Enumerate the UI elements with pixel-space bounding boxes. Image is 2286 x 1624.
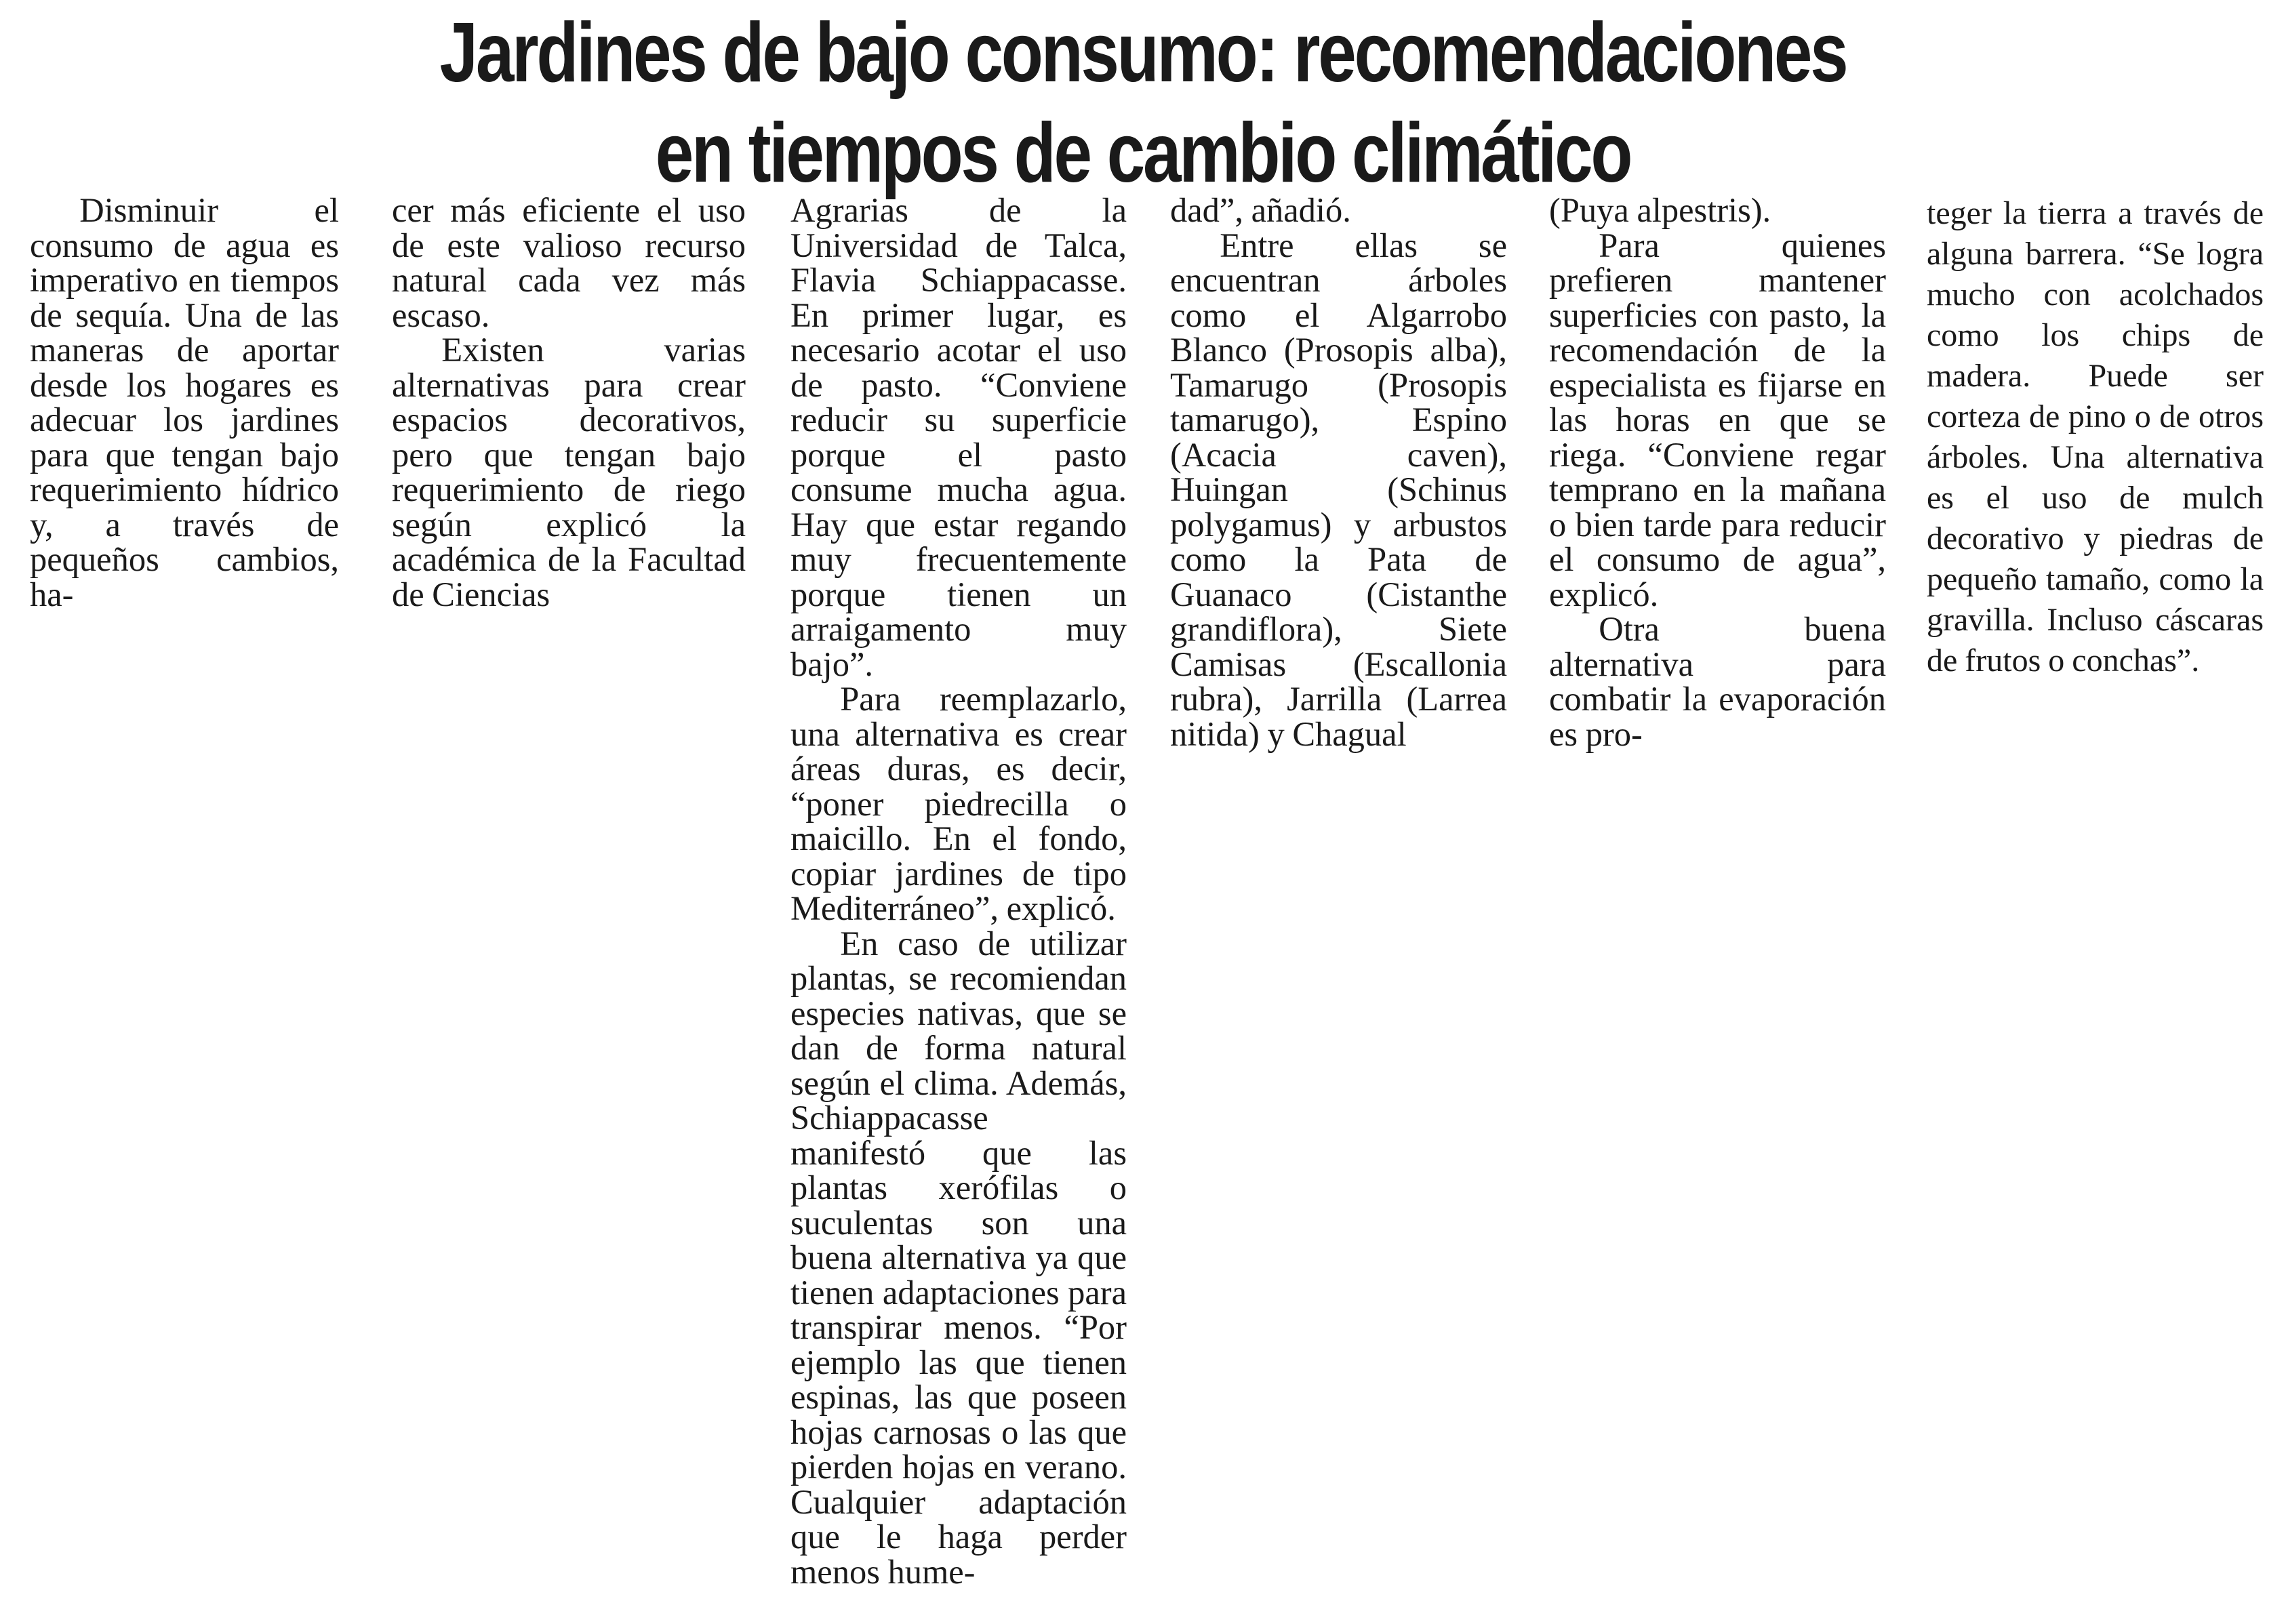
article-column-1	[30, 193, 339, 612]
paragraph: Otra buena alternativa para combatir la evaporación es pro-	[1549, 610, 1886, 753]
paragraph: En caso de utilizar plantas, se recomiendan especies nativas, que se dan de forma natural según el clima. Además, Schiappacasse manifestó que las plantas xerófilas o suculentas son una buena alternativa ya que tienen adaptaciones para transpirar menos. “Por ejemplo las que tienen espinas, las que poseen hojas carnosas o las que pierden hojas en verano. Cualquier adaptación que le haga perder menos hume-	[790, 924, 1127, 1591]
headline-line-2: en tiempos de cambio climático	[655, 106, 1631, 200]
paragraph: Para quienes prefieren mantener superficies con pasto, la recomendación de la especialista es fijarse en las horas en que se riega. “Conviene regar temprano en la mañana o bien tarde para reducir el consumo de agua”, explicó.	[1549, 226, 1886, 613]
paragraph: Agrarias de la Universidad de Talca, Flavia Schiappacasse. En primer lugar, es necesario acotar el uso de pasto. “Conviene reducir su superficie porque el pasto consume mucha agua. Hay que estar regando muy frecuentemente porque tienen un arraigamento muy bajo”.	[790, 191, 1127, 683]
article-column-2	[392, 193, 746, 612]
article-column-3	[790, 193, 1127, 1589]
article-column-6	[1927, 193, 2264, 681]
paragraph: dad”, añadió.	[1170, 191, 1351, 229]
article-headline	[205, 3, 2080, 203]
article-column-4	[1170, 193, 1507, 752]
paragraph: Entre ellas se encuentran árboles como el Algarrobo Blanco (Prosopis alba), Tamarugo (Prosopis tamarugo), Espino (Acacia caven), Huingan (Schinus polygamus) y arbustos como la Pata de Guanaco (Cistanthe grandiflora), Siete Camisas (Escallonia rubra), Jarrilla (Larrea nitida) y Chagual	[1170, 226, 1507, 753]
headline-line-1: Jardines de bajo consumo: recomendaciones	[439, 6, 1847, 100]
article-column-5	[1549, 193, 1886, 752]
paragraph: cer más eficiente el uso de este valioso recurso natural cada vez más escaso.	[392, 191, 746, 334]
paragraph: (Puya alpestris).	[1549, 191, 1771, 229]
paragraph: Para reemplazarlo, una alternativa es crear áreas duras, es decir, “poner piedrecilla o maicillo. En el fondo, copiar jardines de tipo Mediterráneo”, explicó.	[790, 680, 1127, 927]
paragraph: teger la tierra a través de alguna barrera. “Se logra mucho con acolchados como los chips de madera. Puede ser corteza de pino o de otros árboles. Una alternativa es el uso de mulch decorativo y piedras de pequeño tamaño, como la gravilla. Incluso cáscaras de frutos o conchas”.	[1927, 195, 2264, 678]
paragraph: Disminuir el consumo de agua es imperativo en tiempos de sequía. Una de las maneras de aportar desde los hogares es adecuar los jardines para que tengan bajo requerimiento hídrico y, a través de pequeños cambios, ha-	[30, 191, 339, 613]
paragraph: Existen varias alternativas para crear espacios decorativos, pero que tengan bajo requerimiento de riego según explicó la académica de la Facultad de Ciencias	[392, 331, 746, 613]
